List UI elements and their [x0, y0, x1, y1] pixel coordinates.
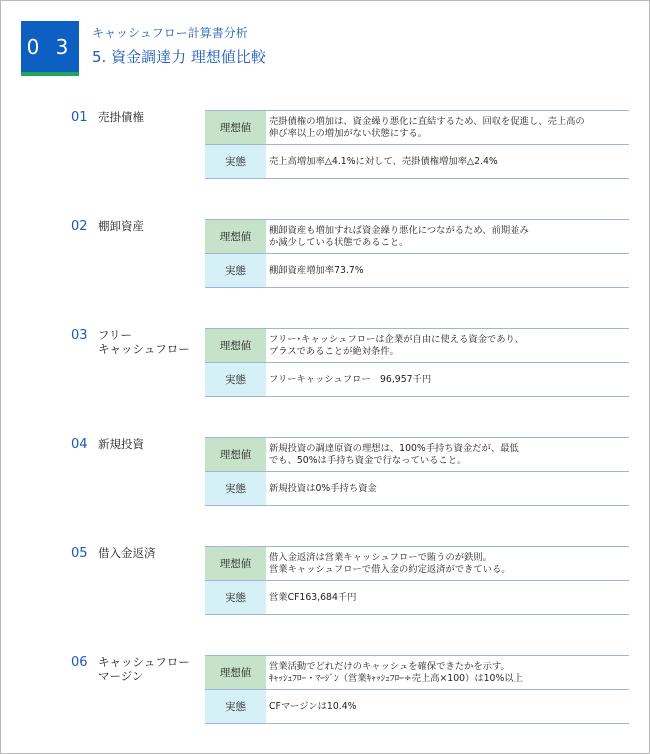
section-title: 借入金返済 — [98, 546, 156, 560]
section-cash-flow-margin — [1, 655, 649, 722]
chapter-badge: 0 3 — [21, 21, 79, 72]
actual-row — [205, 689, 629, 724]
actual-label: 実態 — [205, 581, 266, 614]
actual-row — [205, 471, 629, 506]
ideal-value: 営業活動でどれだけのキャッシュを確保できたかを示す。 ｷｬｯｼｭﾌﾛｰ・ﾏｰｼﾞﾝ（営業ｷｬｯｼｭﾌﾛｰ÷売上高×100）は10%以上 — [269, 660, 523, 684]
page-subtitle: 5. 資金調達力 理想値比較 — [92, 48, 266, 66]
actual-label: 実態 — [205, 472, 266, 505]
ideal-row — [205, 546, 629, 580]
comparison-table — [205, 437, 629, 506]
section-number: 02 — [71, 219, 88, 234]
ideal-row — [205, 219, 629, 253]
section-number: 03 — [71, 328, 88, 343]
actual-value: フリーキャッシュフロー 96,957千円 — [269, 373, 432, 385]
actual-label: 実態 — [205, 690, 266, 723]
ideal-label: 理想値 — [205, 220, 266, 253]
ideal-value: フリー･キャッシュフローは企業が自由に使える資金であり、 プラスであることが絶対条件。 — [269, 333, 525, 357]
actual-label: 実態 — [205, 254, 266, 287]
section-number: 06 — [71, 655, 88, 670]
section-new-investment — [1, 437, 649, 504]
ideal-value: 売掛債権の増加は、資金繰り悪化に直結するため、回収を促進し、売上高の 伸び率以上の増加がない状態にする。 — [269, 115, 585, 139]
ideal-label: 理想値 — [205, 656, 266, 689]
section-accounts-receivable — [1, 110, 649, 177]
actual-row — [205, 362, 629, 397]
section-title: 新規投資 — [98, 437, 144, 451]
comparison-table — [205, 328, 629, 397]
actual-label: 実態 — [205, 145, 266, 178]
ideal-value: 新規投資の調達原資の理想は、100%手持ち資金だが、最低 でも、50%は手持ち資金で行なっていること。 — [269, 442, 519, 466]
actual-value: 新規投資は0%手持ち資金 — [269, 482, 377, 494]
ideal-label: 理想値 — [205, 111, 266, 144]
comparison-table — [205, 219, 629, 288]
ideal-value: 棚卸資産も増加すれば資金繰り悪化につながるため、前期並み か減少している状態であること。 — [269, 224, 529, 248]
section-number: 01 — [71, 110, 88, 125]
comparison-table — [205, 655, 629, 724]
section-number: 04 — [71, 437, 88, 452]
section-loan-repayment — [1, 546, 649, 613]
actual-value: 営業CF163,684千円 — [269, 591, 357, 603]
section-title: 棚卸資産 — [98, 219, 144, 233]
comparison-table — [205, 110, 629, 179]
actual-row — [205, 144, 629, 179]
ideal-row — [205, 437, 629, 471]
section-title: キャッシュフロー マージン — [98, 655, 190, 683]
ideal-label: 理想値 — [205, 438, 266, 471]
ideal-value: 借入金返済は営業キャッシュフローで賄うのが鉄則。 営業キャッシュフローで借入金の約定返済ができている。 — [269, 551, 511, 575]
section-title: 売掛債権 — [98, 110, 144, 124]
actual-label: 実態 — [205, 363, 266, 396]
section-inventory — [1, 219, 649, 286]
ideal-label: 理想値 — [205, 547, 266, 580]
ideal-row — [205, 110, 629, 144]
section-number: 05 — [71, 546, 88, 561]
actual-row — [205, 580, 629, 615]
actual-row — [205, 253, 629, 288]
ideal-row — [205, 655, 629, 689]
actual-value: CFマージンは10.4% — [269, 700, 357, 712]
ideal-label: 理想値 — [205, 329, 266, 362]
section-free-cash-flow — [1, 328, 649, 395]
actual-value: 売上高増加率△4.1%に対して、売掛債権増加率△2.4% — [269, 155, 498, 167]
actual-value: 棚卸資産増加率73.7% — [269, 264, 364, 276]
ideal-row — [205, 328, 629, 362]
page-title: キャッシュフロー計算書分析 — [92, 26, 248, 40]
comparison-table — [205, 546, 629, 615]
chapter-underline — [21, 72, 79, 76]
section-title: フリー キャッシュフロー — [98, 328, 190, 356]
